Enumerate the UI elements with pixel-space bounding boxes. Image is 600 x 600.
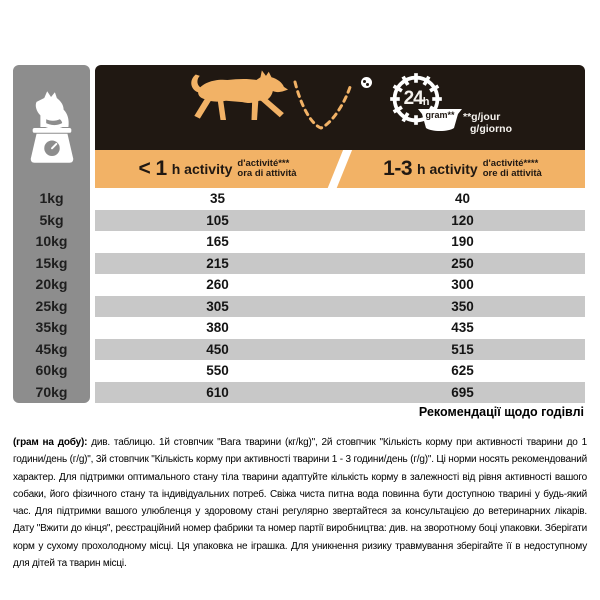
- weight-label: 20kg: [35, 276, 68, 292]
- amount-high-activity: 515: [451, 341, 474, 357]
- activity-sub-high: d'activité**** ore di attività: [482, 157, 542, 179]
- amount-low-activity: 105: [206, 212, 229, 228]
- dog-on-scale-icon: [13, 71, 90, 183]
- table-row: [95, 253, 585, 275]
- amount-high-activity: 250: [451, 255, 474, 271]
- table-row: [95, 382, 585, 404]
- bowl-label: gram**: [425, 110, 455, 120]
- amount-high-activity: 350: [451, 298, 474, 314]
- amount-low-activity: 305: [206, 298, 229, 314]
- amount-high-activity: 40: [454, 191, 471, 206]
- clock-label: 24 h: [403, 88, 429, 109]
- table-row: [95, 360, 585, 382]
- weight-labels: [13, 188, 90, 403]
- amount-low-activity: 550: [206, 363, 229, 378]
- amount-high-activity: 300: [451, 277, 474, 292]
- amount-high-activity: 120: [451, 212, 474, 228]
- activity-value-high: 1-3: [383, 157, 413, 180]
- table-row: [95, 296, 585, 318]
- weight-label: 35kg: [35, 319, 68, 335]
- amount-high-activity: 695: [451, 384, 474, 400]
- activity-header-low: [95, 150, 340, 188]
- amount-low-activity: 450: [206, 341, 229, 357]
- amount-low-activity: 380: [206, 320, 229, 335]
- feeding-table-rows: [95, 188, 585, 403]
- amount-high-activity: 435: [451, 320, 474, 335]
- table-row: [95, 231, 585, 253]
- unit-note: [463, 112, 512, 135]
- weight-label: 5kg: [39, 211, 64, 228]
- amount-low-activity: 35: [209, 191, 226, 206]
- ball-icon: [361, 77, 372, 88]
- amount-high-activity: 190: [451, 234, 474, 249]
- running-dog-icon: [187, 69, 305, 131]
- bounce-path-icon: [293, 80, 355, 136]
- unit-note-line1: **g/jour: [463, 111, 501, 123]
- activity-unit-high: h activity: [417, 161, 478, 177]
- table-row: [95, 317, 585, 339]
- weight-label: 1kg: [39, 190, 64, 206]
- amount-low-activity: 610: [206, 384, 229, 400]
- table-row: [95, 339, 585, 361]
- feeding-notes-body: див. таблицю. 1й стовпчик "Вага тварини (кг/kg)", 2й стовпчик "Кількість корму при активності тварини до 1 години/день (г/g)", 3й стовпчик "Кількість корму при активності тварини 1 - 3 години/день (г/g)". Ці норми носять рекомендований характер. Для підтримки оптимального стану тіла тварини адаптуйте кількість корму в залежності від рівня активності вашого собаки, його фізичного стану та індивідуальних потреб. Свіжа чиста питна вода повинна бути доступною тварині у будь-який час. Для підтримки вашого улюбленця у здоровому стані регулярно звертайтеся за консультацією до ветеринарних лікарів. Дату "Вжити до кінця", реєстраційний номер фабрики та номер партії виробництва: див. на зворотному боці упаковки. Зберігати корм у сухому прохолодному місці. Ця упаковка не іграшка. Для уникнення ризику травмування зберігайте її в недоступному для дітей та тварин місці.: [13, 437, 587, 570]
- amount-low-activity: 215: [206, 255, 229, 271]
- weight-label: 45kg: [35, 340, 68, 357]
- weight-scale-panel: [13, 65, 90, 403]
- activity-unit-low: h activity: [171, 161, 233, 177]
- unit-note-line2: g/giorno: [470, 122, 512, 135]
- table-row: [95, 210, 585, 232]
- amount-low-activity: 260: [206, 277, 229, 292]
- header-banner: [95, 65, 585, 150]
- activity-sub-low: d'activité*** ora di attività: [237, 157, 297, 179]
- table-row: [95, 274, 585, 296]
- weight-label: 15kg: [35, 254, 68, 271]
- weight-label: 25kg: [35, 297, 68, 314]
- feeding-notes-lead: (грам на добу):: [13, 437, 88, 448]
- amount-high-activity: 625: [451, 363, 474, 378]
- activity-value-low: < 1: [138, 157, 167, 180]
- activity-header-high: [340, 150, 585, 188]
- weight-label: 10kg: [35, 233, 68, 249]
- weight-label: 60kg: [35, 362, 68, 378]
- amount-low-activity: 165: [206, 234, 229, 249]
- footer-heading: Рекомендації щодо годівлі: [418, 405, 584, 419]
- feeding-notes: [13, 434, 587, 572]
- activity-header-band: [95, 150, 585, 188]
- table-row: [95, 188, 585, 210]
- weight-label: 70kg: [35, 383, 68, 400]
